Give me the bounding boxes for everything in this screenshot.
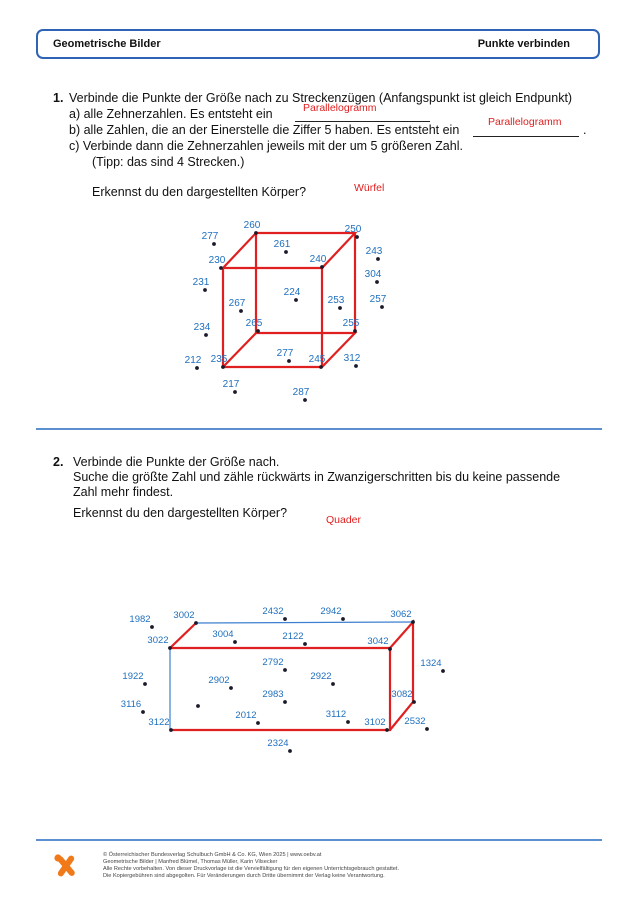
cuboid-point-label: 2432 (262, 606, 284, 617)
cube-point-dot (219, 266, 223, 270)
cube-point-label: 267 (228, 298, 246, 309)
cuboid-point-dot (388, 647, 392, 651)
task2-answer: Quader (326, 514, 362, 526)
task1-c1: c) Verbinde dann die Zehnerzahlen jeweils mit der um 5 größeren Zahl. (69, 139, 463, 153)
cuboid-point-label: 1982 (129, 614, 151, 625)
cuboid-point-label: 1324 (420, 658, 442, 669)
cube-point-dot (221, 365, 225, 369)
cube-point-label: 260 (243, 220, 261, 231)
cube-point-label: 257 (369, 294, 387, 305)
cube-point-label: 255 (342, 318, 360, 329)
cuboid-point-label: 3004 (212, 629, 234, 640)
cube-point-dot (287, 359, 291, 363)
cuboid-point-dot (143, 682, 147, 686)
footer-fees: Die Kopiergebühren sind abgegolten. Für Veränderungen durch Dritte übernimmt der Verlag keine Verantwortung. (103, 873, 385, 879)
cube-point-label: 287 (292, 387, 310, 398)
cuboid-edge-red (170, 623, 196, 648)
task1-question: Erkennst du den dargestellten Körper? (92, 185, 307, 199)
cube-point-label: 277 (201, 231, 219, 242)
cube-point-dot (375, 280, 379, 284)
cuboid-point-dot (229, 686, 233, 690)
task2-line3: Zahl mehr findest. (73, 485, 174, 499)
footer-copyright: © Österreichischer Bundesverlag Schulbuch GmbH & Co. KG, Wien 2025 | www.oebv.at (103, 852, 322, 858)
cuboid-point-dot (283, 700, 287, 704)
cuboid-point-dot (150, 625, 154, 629)
cube-point-dot (380, 305, 384, 309)
cuboid-point-dot (346, 720, 350, 724)
cube-point-dot (376, 257, 380, 261)
cuboid-point-label: 2122 (282, 631, 304, 642)
cuboid-point-label: 3022 (147, 635, 169, 646)
cube-point-label: 217 (222, 379, 240, 390)
cuboid-edge-blue (196, 622, 413, 623)
cuboid-point-dot (425, 727, 429, 731)
task1-b-answer: Parallelogramm (488, 116, 562, 128)
cuboid-point-label: 3002 (173, 610, 195, 621)
cuboid-point-label: 2792 (262, 657, 284, 668)
cube-point-label: 312 (343, 353, 361, 364)
cube-point-label: 253 (327, 295, 345, 306)
cube-point-label: 243 (365, 246, 383, 257)
cube-points (185, 220, 387, 402)
cuboid-point-dot (141, 710, 145, 714)
cube-point-label: 261 (273, 239, 291, 250)
cuboid-point-dot (331, 682, 335, 686)
cube-point-dot (338, 306, 342, 310)
cube-point-dot (212, 242, 216, 246)
cuboid-point-dot (283, 617, 287, 621)
footer-rights: Alle Rechte vorbehalten. Von dieser Druckvorlage ist die Vervielfältigung für den eigenen Unterrichtsgebrauch gestattet. (103, 866, 400, 872)
cuboid-point-label: 2902 (208, 675, 230, 686)
header-title: Geometrische Bilder (53, 38, 161, 50)
cube-point-label: 235 (210, 354, 228, 365)
cube-point-dot (254, 231, 258, 235)
header-topic: Punkte verbinden (477, 38, 570, 50)
task1-a-answer: Parallelogramm (303, 102, 377, 114)
cube-point-dot (256, 329, 260, 333)
cuboid-point-label: 2012 (235, 710, 257, 721)
cuboid-point-label: 3102 (364, 717, 386, 728)
cuboid-point-label: 2922 (310, 671, 332, 682)
cube-point-label: 240 (309, 254, 327, 265)
task1-b: b) alle Zahlen, die an der Einerstelle die Ziffer 5 haben. Es entsteht ein (69, 123, 460, 137)
cube-point-label: 212 (184, 355, 202, 366)
cube-point-dot (294, 298, 298, 302)
cuboid-point-label: 2942 (320, 606, 342, 617)
cuboid-point-label: 1922 (122, 671, 144, 682)
cuboid-point-label: 3082 (391, 689, 413, 700)
cuboid-point-dot (256, 721, 260, 725)
cube-point-label: 230 (208, 255, 226, 266)
cube-point-dot (319, 365, 323, 369)
cuboid-point-dot (441, 669, 445, 673)
task2-line1: Verbinde die Punkte der Größe nach. (73, 455, 280, 469)
task1-number: 1. (53, 91, 64, 105)
task2-question: Erkennst du den dargestellten Körper? (73, 506, 288, 520)
cuboid-point-dot (341, 617, 345, 621)
cube-point-dot (239, 309, 243, 313)
publisher-logo-icon (54, 854, 76, 877)
cuboid-point-dot (196, 704, 200, 708)
cuboid-point-dot (169, 728, 173, 732)
cube-point-dot (354, 364, 358, 368)
cuboid-point-label: 3122 (148, 717, 170, 728)
cube-point-label: 250 (344, 224, 362, 235)
cube-point-dot (303, 398, 307, 402)
cuboid-point-label: 2983 (262, 689, 284, 700)
cuboid-point-dot (411, 620, 415, 624)
cuboid-point-label: 2532 (404, 716, 426, 727)
cuboid-point-dot (283, 668, 287, 672)
cuboid-point-dot (288, 749, 292, 753)
footer-credits: Geometrische Bilder | Manfred Blümel, Thomas Müller, Karin Vilsecker (103, 859, 278, 865)
cuboid-point-label: 2324 (267, 738, 289, 749)
cuboid-point-label: 3116 (120, 699, 142, 710)
cuboid-point-label: 3062 (390, 609, 412, 620)
cube-point-dot (284, 250, 288, 254)
task2-number: 2. (53, 455, 64, 469)
cuboid-edge-red (390, 622, 413, 730)
cube-point-dot (195, 366, 199, 370)
cube-point-label: 234 (193, 322, 211, 333)
cube-point-label: 277 (276, 348, 294, 359)
cuboid-point-dot (412, 700, 416, 704)
cuboid-point-label: 3112 (325, 709, 347, 720)
cube-point-dot (203, 288, 207, 292)
task1-a: a) alle Zehnerzahlen. Es entsteht ein (69, 107, 273, 121)
cube-point-dot (320, 265, 324, 269)
footer-divider (36, 839, 602, 841)
cube-point-dot (353, 329, 357, 333)
task1-answer: Würfel (354, 182, 385, 194)
cube-point-label: 265 (245, 318, 263, 329)
cuboid-point-dot (233, 640, 237, 644)
cuboid-point-dot (385, 728, 389, 732)
cube-point-dot (355, 235, 359, 239)
task2-line2: Suche die größte Zahl und zähle rückwärts in Zwanzigerschritten bis du keine passende (73, 470, 561, 484)
cuboid-point-dot (168, 646, 172, 650)
cube-point-dot (233, 390, 237, 394)
cube-point-dot (204, 333, 208, 337)
cuboid-point-dot (194, 621, 198, 625)
cube-point-label: 231 (192, 277, 210, 288)
cuboid-point-label: 3042 (367, 636, 389, 647)
task1-intro: Verbinde die Punkte der Größe nach zu Streckenzügen (Anfangspunkt ist gleich Endpunkt) (69, 91, 573, 105)
cube-point-label: 245 (308, 354, 326, 365)
cube-point-label: 304 (364, 269, 382, 280)
task1-b-end: . (583, 123, 587, 137)
cube-point-label: 224 (283, 287, 301, 298)
cuboid-point-dot (303, 642, 307, 646)
task1-c2: (Tipp: das sind 4 Strecken.) (92, 155, 245, 169)
